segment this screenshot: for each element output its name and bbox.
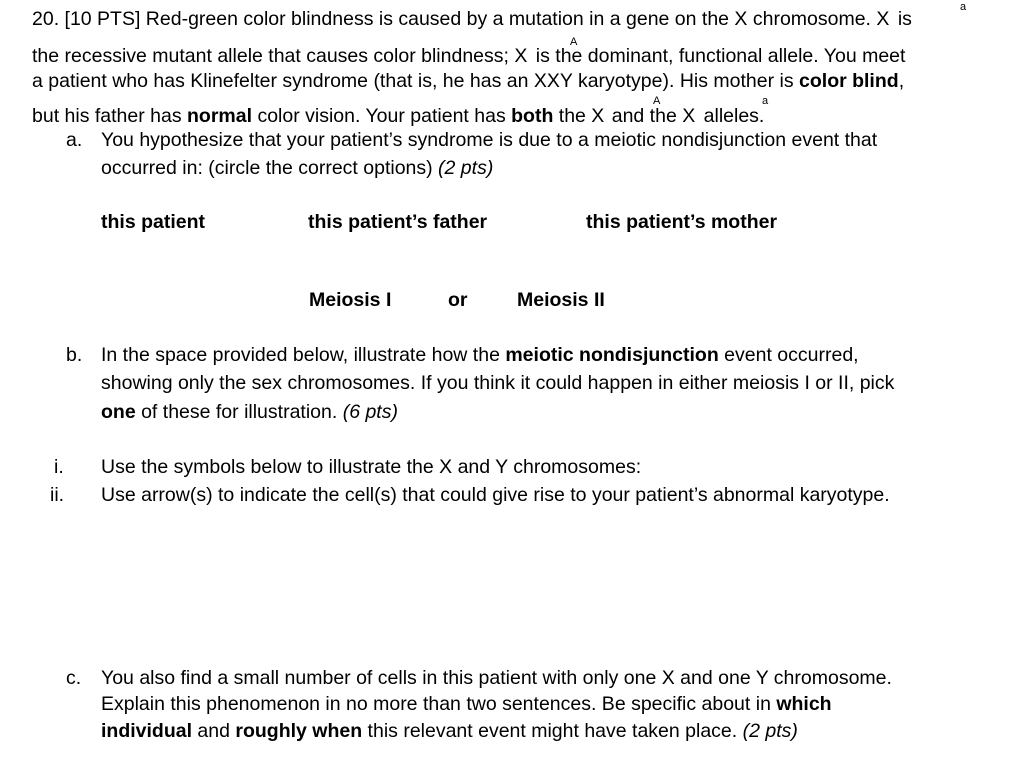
allele-superscript-a-1: a <box>960 1 967 13</box>
question-line-4: but his father has normal color vision. Your patient has both the X and the X alleles. <box>32 105 765 127</box>
part-b-marker: b. <box>66 344 83 366</box>
part-b-line-1: In the space provided below, illustrate how the meiotic nondisjunction event occurred, <box>101 344 859 366</box>
allele-superscript-a-2: a <box>762 95 769 107</box>
sub-ii-marker: ii. <box>50 484 65 506</box>
question-line-1: 20. [10 PTS] Red-green color blindness is caused by a mutation in a gene on the X chromosome. X is <box>32 8 912 30</box>
question-line-2: the recessive mutant allele that causes color blindness; X is the dominant, functional allele. You meet <box>32 45 906 67</box>
option-meiosis-1[interactable]: Meiosis I <box>309 289 392 311</box>
question-line-3: a patient who has Klinefelter syndrome (that is, he has an XXY karyotype). His mother is color blind, <box>32 70 905 92</box>
part-b-line-2: showing only the sex chromosomes. If you think it could happen in either meiosis I or II, pick <box>101 372 895 394</box>
option-this-patient[interactable]: this patient <box>101 211 206 233</box>
sub-ii-text: Use arrow(s) to indicate the cell(s) that could give rise to your patient’s abnormal karyotype. <box>101 484 890 506</box>
part-c-line-2: Explain this phenomenon in no more than two sentences. Be specific about in which <box>101 693 832 715</box>
part-c-line-3: individual and roughly when this relevant event might have taken place. (2 pts) <box>101 720 798 742</box>
part-a-line-1: You hypothesize that your patient’s syndrome is due to a meiotic nondisjunction event that <box>101 129 878 151</box>
option-patient-mother[interactable]: this patient’s mother <box>586 211 778 233</box>
allele-superscript-A-1: A <box>570 36 578 48</box>
part-c-marker: c. <box>66 667 82 689</box>
option-or: or <box>448 289 468 311</box>
part-b-line-3: one of these for illustration. (6 pts) <box>101 401 398 423</box>
sub-i-text: Use the symbols below to illustrate the X and Y chromosomes: <box>101 456 642 478</box>
sub-i-marker: i. <box>54 456 64 478</box>
allele-superscript-A-2: A <box>653 95 661 107</box>
part-c-line-1: You also find a small number of cells in this patient with only one X and one Y chromosome. <box>101 667 892 689</box>
part-a-marker: a. <box>66 129 83 151</box>
part-a-line-2: occurred in: (circle the correct options) (2 pts) <box>101 157 494 179</box>
option-patient-father[interactable]: this patient’s father <box>308 211 488 233</box>
option-meiosis-2[interactable]: Meiosis II <box>517 289 605 311</box>
